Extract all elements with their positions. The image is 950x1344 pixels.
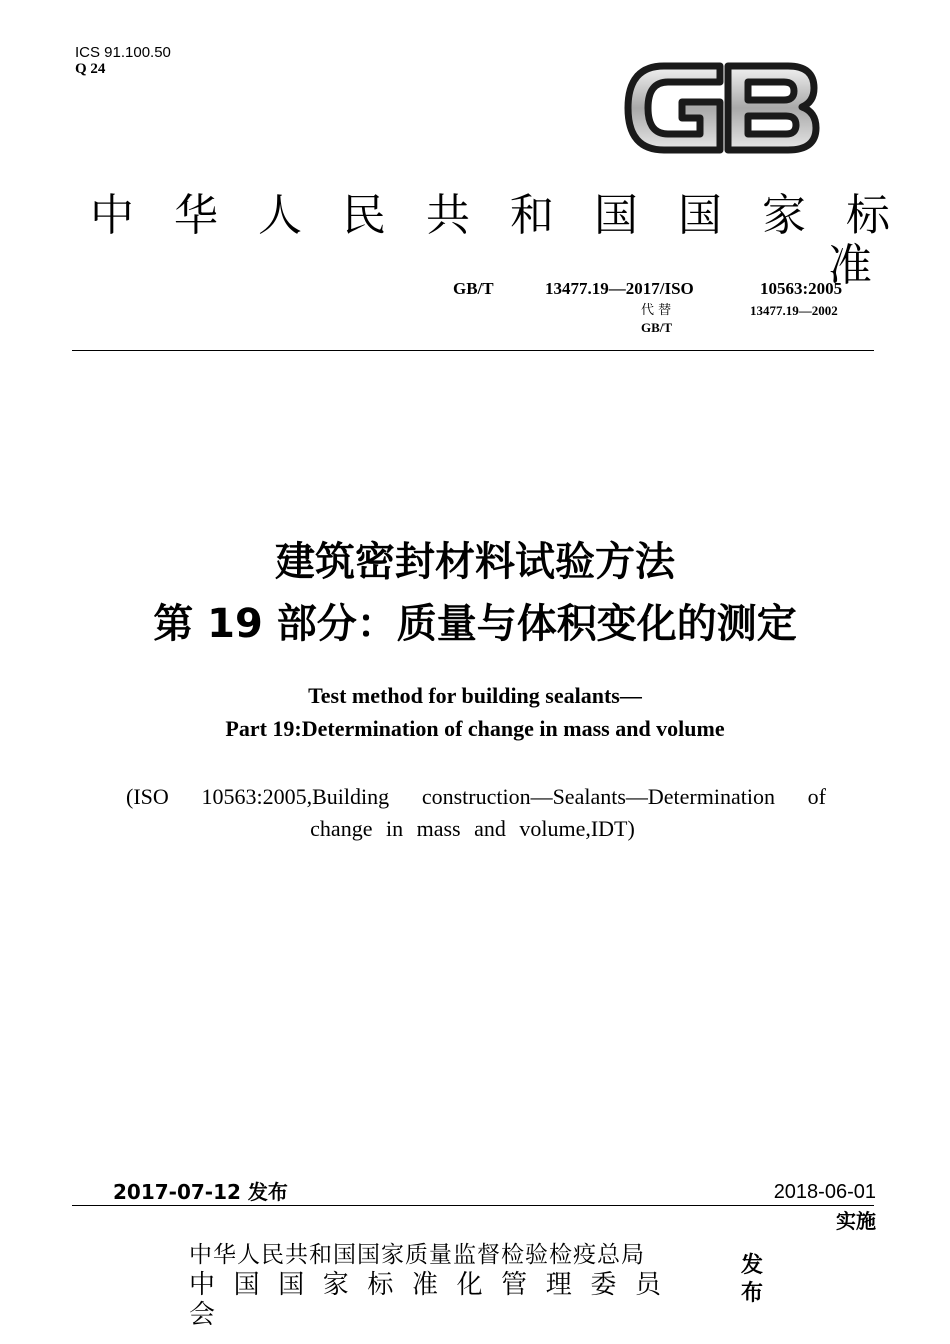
publisher-sac [189,1270,661,1300]
footer-divider [72,1205,874,1206]
iso-word: 10563:2005,Building [201,784,390,809]
en-title-line2: Part 19:Determination of change in mass and volume [225,716,725,741]
replaces-prefix: GB/T [641,320,673,335]
standard-number: 13477.19—2017/ISO [545,279,694,298]
iso-equivalence-line1 [126,784,826,810]
zh-title-line1: 建筑密封材料试验方法 [275,539,675,585]
title-char: 华 [174,190,218,241]
publisher-char: 准 [411,1270,438,1300]
title-char: 家 [762,190,806,241]
gb-logo [624,56,820,160]
publisher-char: 委 [590,1270,617,1300]
national-standard-title-tail: 准 [828,240,872,291]
effective-label: 实施 [836,1209,876,1233]
effective-date: 2018-06-01 [773,1181,876,1203]
publisher-aqsiq: 中华人民共和国国家质量监督检验检疫总局 [189,1242,645,1268]
title-char: 中 [90,190,134,241]
publish-label [741,1252,771,1308]
publish-label-char: 发 [741,1253,764,1278]
ics-code: ICS 91.100.50 [75,44,171,61]
iso-equivalence-line2: change in mass and volume,IDT) [310,816,635,841]
title-char: 国 [594,190,638,241]
publisher-char: 理 [545,1270,572,1300]
replaces-number: 13477.19—2002 [750,303,838,318]
iso-word: (ISO [126,784,169,809]
title-char: 和 [510,190,554,241]
publisher-char: 标 [367,1270,394,1300]
title-char: 人 [258,190,302,241]
iso-reference: 10563:2005 [760,279,843,298]
header-divider [72,350,874,351]
en-title-line1: Test method for building sealants— [308,683,642,708]
publisher-sac-tail: 会 [189,1300,216,1330]
publisher-char: 员 [634,1270,661,1300]
ccs-code: Q 24 [75,61,106,77]
title-char: 国 [678,190,722,241]
publish-label-char: 布 [741,1281,764,1306]
replaces-label: 代 替 [641,303,672,318]
publisher-char: 中 [189,1270,216,1300]
publisher-char: 管 [501,1270,528,1300]
publisher-char: 国 [233,1270,260,1300]
publisher-char: 家 [322,1270,349,1300]
publisher-char: 化 [456,1270,483,1300]
iso-word: of [807,784,826,809]
title-char: 共 [426,190,470,241]
title-char: 标 [846,190,890,241]
iso-word: construction—Sealants—Determination [421,784,775,809]
zh-title-line2: 第 19 部分：质量与体积变化的测定 [153,601,797,647]
standard-prefix: GB/T [453,279,494,298]
publish-date: 2017-07-12 发布 [113,1180,288,1204]
national-standard-title [90,192,890,240]
title-char: 民 [342,190,386,241]
publisher-char: 国 [278,1270,305,1300]
